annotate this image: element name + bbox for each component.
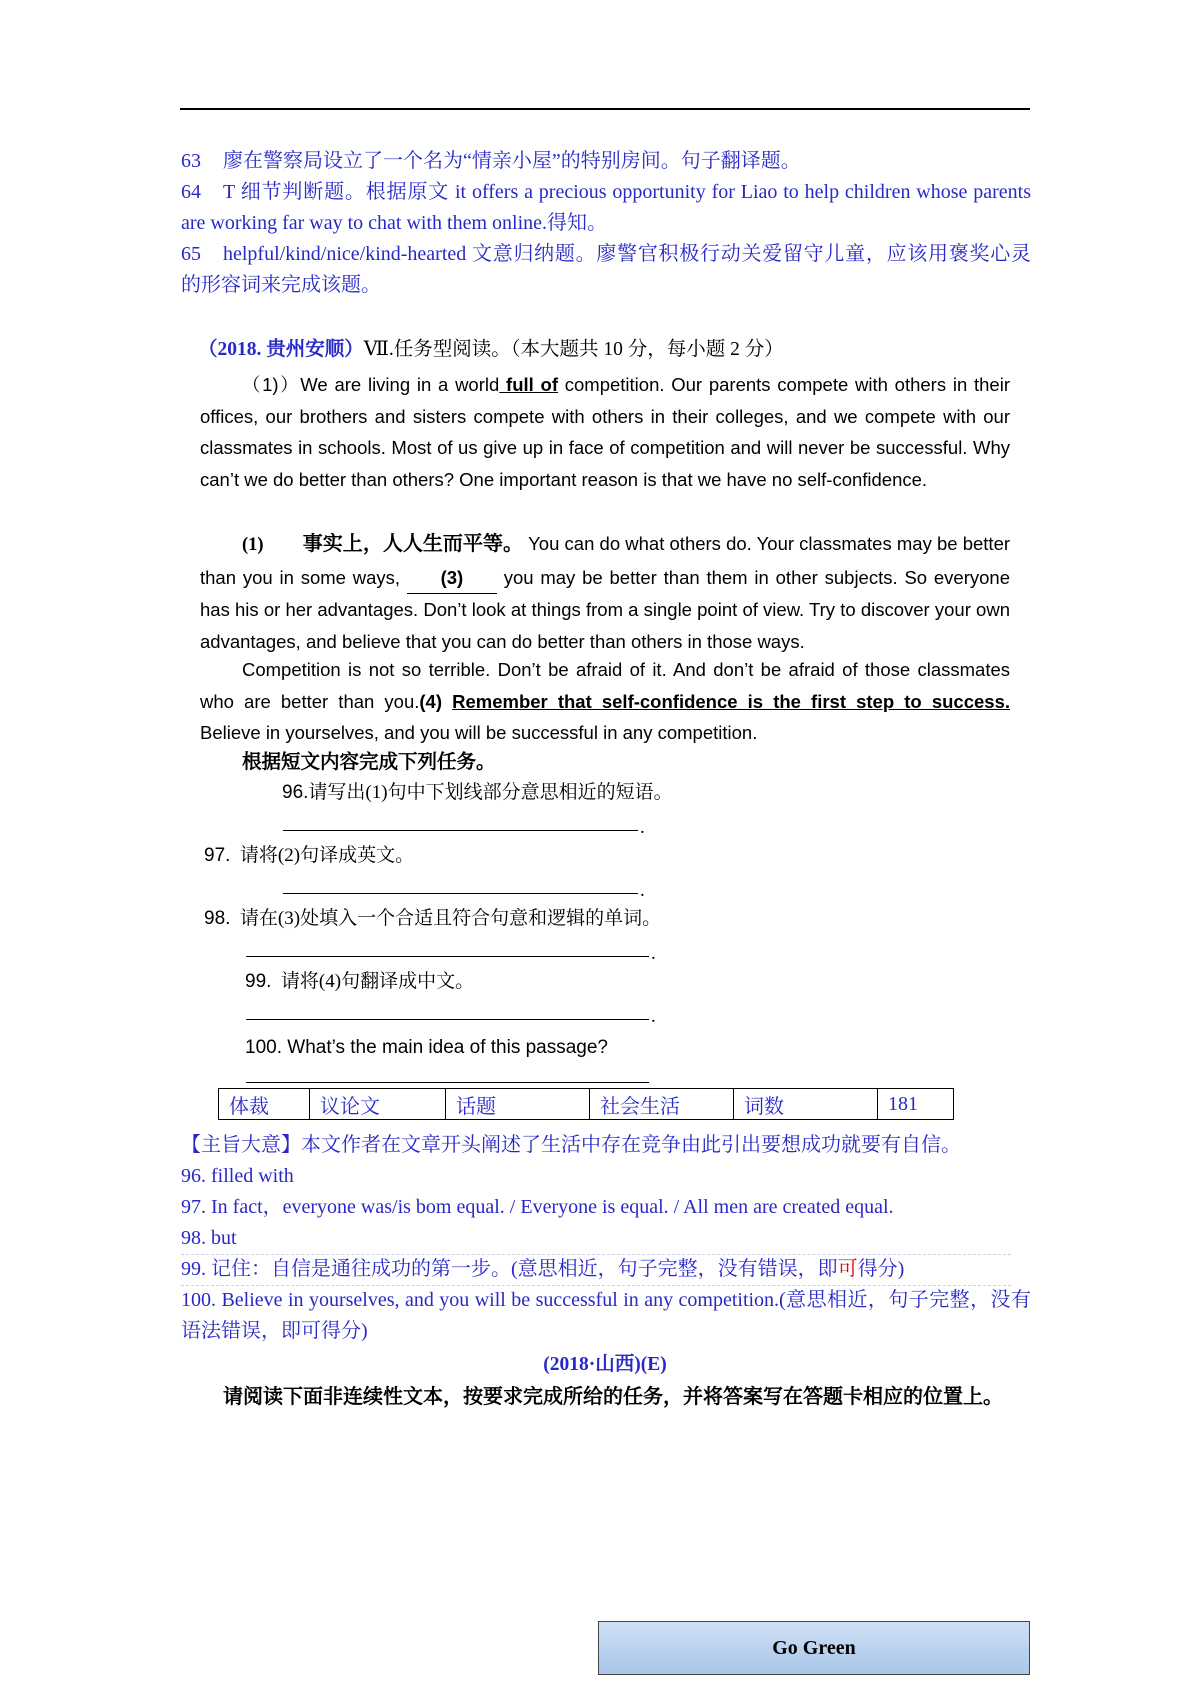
next-section-instruction: 请阅读下面非连续性文本，按要求完成所给的任务，并将答案写在答题卡相应的位置上。	[223, 1386, 1003, 1408]
answer-98: 98. but	[181, 1227, 237, 1249]
answer-number: 63	[181, 150, 201, 172]
table-cell: 词数	[734, 1089, 878, 1120]
main-idea-label: 【主旨大意】	[181, 1134, 301, 1156]
answer-number: 65	[181, 243, 201, 265]
answer-text: 得分)	[857, 1258, 905, 1280]
question-number: 100.	[245, 1037, 282, 1058]
passage-paragraph-1	[200, 369, 1010, 495]
answer-96: 96. filled with	[181, 1165, 294, 1187]
answer-65	[181, 239, 1031, 301]
answer-line-96[interactable]	[283, 830, 638, 831]
answer-64	[181, 177, 1031, 239]
task-heading: 根据短文内容完成下列任务。	[242, 752, 496, 773]
table-cell: 体裁	[219, 1089, 310, 1120]
go-green-badge: Go Green	[598, 1621, 1030, 1675]
table-cell: 话题	[446, 1089, 590, 1120]
passage-text: You can do what others do. Your classmates may be better than you in some ways,	[200, 533, 1011, 588]
underlined-sentence: Remember that self-confidence is the first step to success.	[452, 690, 1010, 712]
fill-blank: (3)	[407, 562, 497, 595]
table-cell: 181	[878, 1089, 954, 1120]
passage-text: you may be better than them in other subjects. So everyone has his or her advantages. Don’t look at things from a single point of view. Try to discover your own advantages, and believe that you can do better than others in those ways.	[200, 566, 1011, 652]
sentence-marker: (4)	[419, 690, 453, 712]
passage-text: competition. Our parents compete with others in their offices, our brothers and sisters compete with others in their colleges, and we compete with our classmates in schools. Most of us give up in face of competition and will never be successful. Why can’t we do better than others? One important reason is that we have no self-confidence.	[200, 374, 1010, 490]
sentence-marker: (1)	[242, 535, 264, 555]
section-source: （2018. 贵州安顺）	[198, 339, 364, 360]
next-section-source: (2018·山西)(E)	[543, 1354, 667, 1375]
main-idea-text: 本文作者在文章开头阐述了生活中存在竞争由此引出要想成功就要有自信。	[301, 1134, 961, 1156]
answer-number: 64	[181, 181, 201, 203]
answer-63	[181, 146, 1031, 177]
question-text: 请在(3)处填入一个合适且符合句意和逻辑的单词。	[239, 908, 662, 929]
question-text: 请将(4)句翻译成中文。	[280, 971, 475, 992]
question-number: 97.	[204, 845, 231, 866]
answer-line-99[interactable]	[246, 1019, 649, 1020]
answer-text: 99. 记住：自信是通往成功的第一步。(意思相近，句子完整，没有错误，即	[181, 1258, 838, 1280]
answer-text: helpful/kind/nice/kind-hearted 文意归纳题。廖警官积极行动关爱留守儿童，应该用褒奖心灵的形容词来完成该题。	[181, 243, 1031, 296]
answer-line-97[interactable]	[283, 893, 638, 894]
question-99	[245, 967, 474, 997]
answer-text: 廖在警察局设立了一个名为“情亲小屋”的特别房间。句子翻译题。	[223, 150, 801, 172]
table-cell: 议论文	[310, 1089, 446, 1120]
question-text: What’s the main idea of this passage?	[287, 1037, 608, 1058]
passage-paragraph-3	[200, 654, 1010, 749]
main-idea	[181, 1130, 1031, 1161]
answer-100: 100. Believe in yourselves, and you will be successful in any competition.(意思相近，句子完整，没有语法错误，即可得分)	[181, 1289, 1031, 1342]
answer-text: T 细节判断题。根据原文 it offers a precious opportunity for Liao to help children whose parents are working far way to chat with them online.得知。	[181, 181, 1031, 234]
passage-paragraph-2	[200, 528, 1010, 657]
highlighted-char: 可	[837, 1258, 858, 1280]
answer-line-100[interactable]	[246, 1082, 649, 1083]
period: .	[651, 1006, 656, 1027]
underlined-phrase: full of	[499, 374, 558, 395]
answer-line-98[interactable]	[246, 956, 649, 957]
question-97	[204, 841, 414, 871]
table-cell: 社会生活	[590, 1089, 734, 1120]
passage-text: Believe in yourselves, and you will be successful in any competition.	[200, 722, 758, 743]
period: .	[651, 943, 656, 964]
question-96	[282, 778, 673, 808]
answer-97: 97. In fact，everyone was/is bom equal. / Everyone is equal. / All men are created equal.	[181, 1196, 894, 1218]
info-table	[218, 1088, 954, 1120]
question-number: 96.	[282, 782, 309, 803]
question-text: 请写出(1)句中下划线部分意思相近的短语。	[308, 782, 673, 803]
section-title: Ⅶ.任务型阅读。（本大题共 10 分，每小题 2 分）	[363, 339, 784, 360]
bold-sentence: 事实上，人人生而平等。	[302, 533, 523, 555]
section-header	[198, 335, 784, 365]
question-number: 98.	[204, 908, 231, 929]
passage-text: Competition is not so terrible. Don’t be afraid of it. And don’t be afraid of those classmates who are better than you.	[200, 659, 1010, 712]
question-text: 请将(2)句译成英文。	[239, 845, 415, 866]
answer-99	[181, 1254, 1031, 1285]
question-number: 99.	[245, 971, 272, 992]
passage-text: （1)）We are living in a world	[242, 374, 500, 395]
table-row	[219, 1089, 954, 1120]
question-100	[245, 1033, 608, 1063]
question-98	[204, 904, 661, 934]
header-rule	[180, 108, 1030, 110]
period: .	[640, 880, 645, 901]
period: .	[640, 817, 645, 838]
